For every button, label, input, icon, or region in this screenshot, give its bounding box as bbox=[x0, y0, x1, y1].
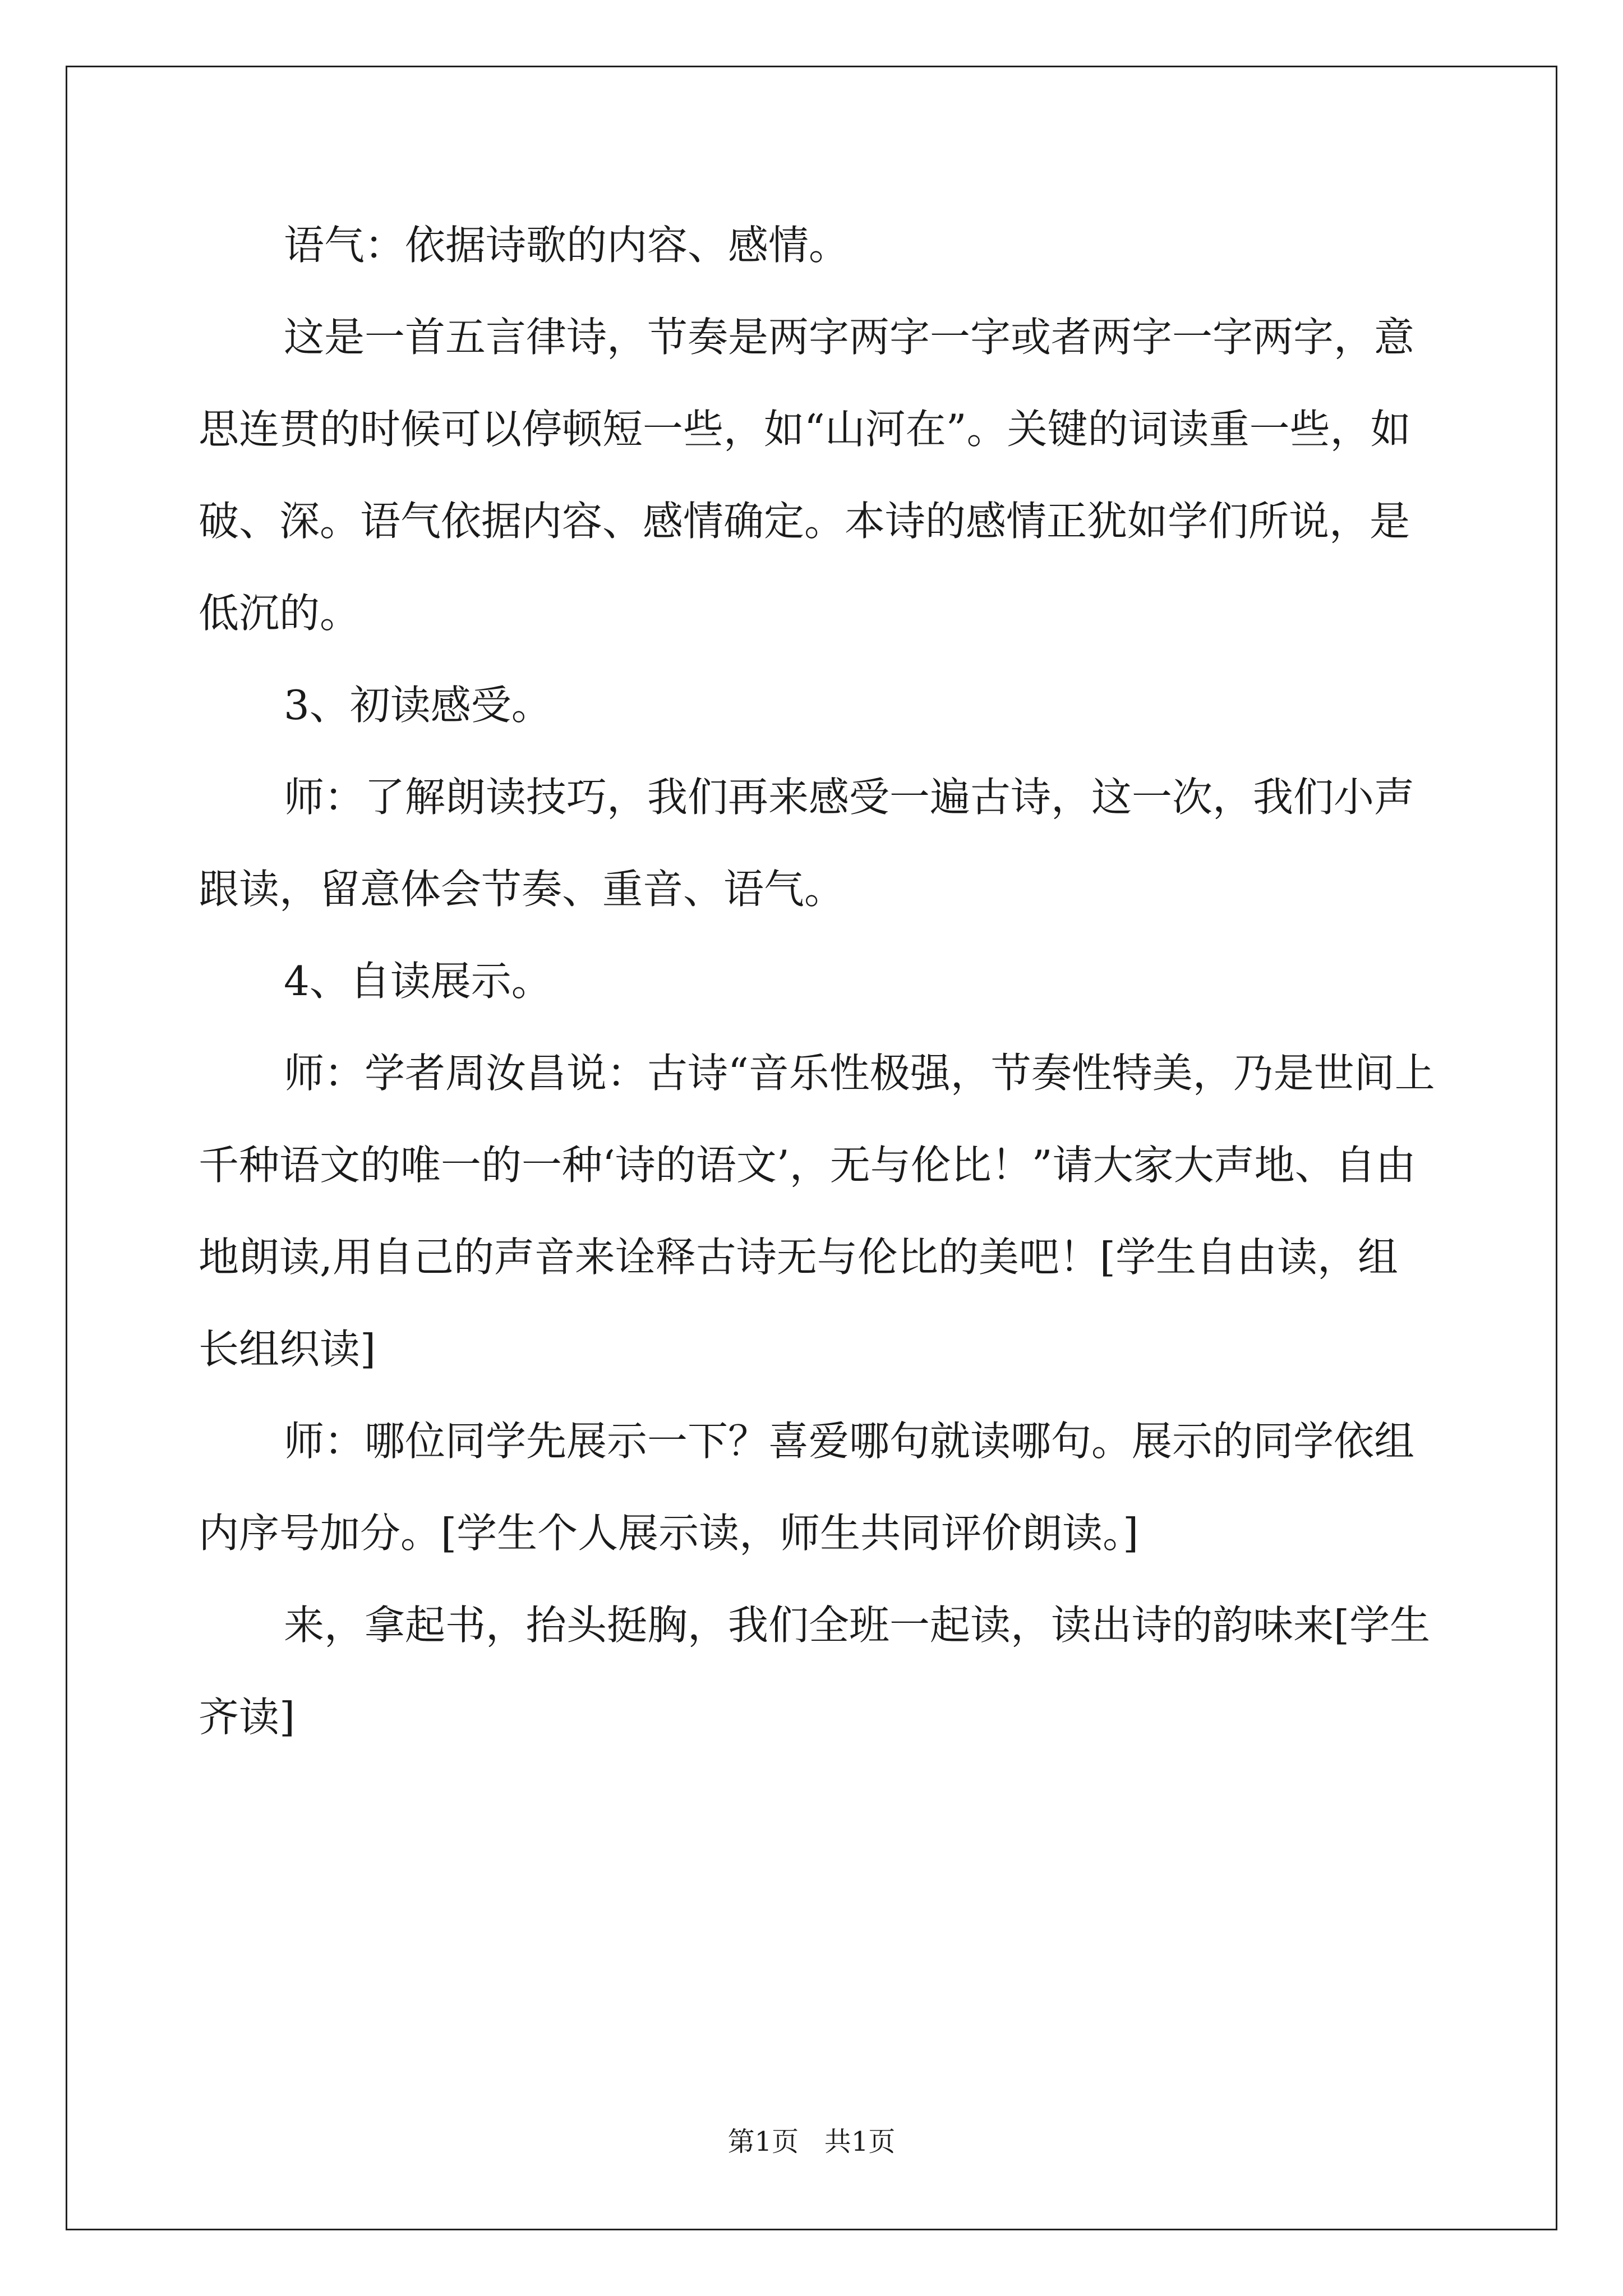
paragraph-tone: 语气：依据诗歌的内容、感情。 bbox=[284, 222, 850, 269]
paragraph-show-reading: 师：哪位同学先展示一下？喜爱哪句就读哪句。展示的同学依组内序号加分。[学生个人展示读，师生共同评价朗读。] bbox=[199, 1418, 1415, 1557]
document-body bbox=[199, 199, 1438, 1763]
paragraph-group-reading: 来，拿起书，抬头挺胸，我们全班一起读，读出诗的韵味来[学生齐读] bbox=[199, 1602, 1431, 1741]
paragraph-self-reading-heading: 4、自读展示。 bbox=[284, 958, 552, 1005]
page-footer bbox=[0, 2125, 1623, 2159]
page-total: 共1页 bbox=[824, 2126, 896, 2157]
paragraph-first-reading-heading: 3、初读感受。 bbox=[284, 682, 552, 729]
paragraph-rhythm: 这是一首五言律诗，节奏是两字两字一字或者两字一字两字，意思连贯的时候可以停顿短一些，如“山河在”。关键的词读重一些，如破、深。语气依据内容、感情确定。本诗的感情正犹如学们所说，是低沉的。 bbox=[199, 314, 1415, 637]
page-number: 第1页 bbox=[727, 2126, 799, 2157]
paragraph-follow-reading: 师：了解朗读技巧，我们再来感受一遍古诗，这一次，我们小声跟读，留意体会节奏、重音、语气。 bbox=[199, 774, 1415, 913]
paragraph-quote-zhou: 师：学者周汝昌说：古诗“音乐性极强，节奏性特美，乃是世间上千种语文的唯一的一种‘诗的语文’，无与伦比！”请大家大声地、自由地朗读,用自己的声音来诠释古诗无与伦比的美吧！[学生自由读，组长组织读] bbox=[199, 1050, 1435, 1373]
